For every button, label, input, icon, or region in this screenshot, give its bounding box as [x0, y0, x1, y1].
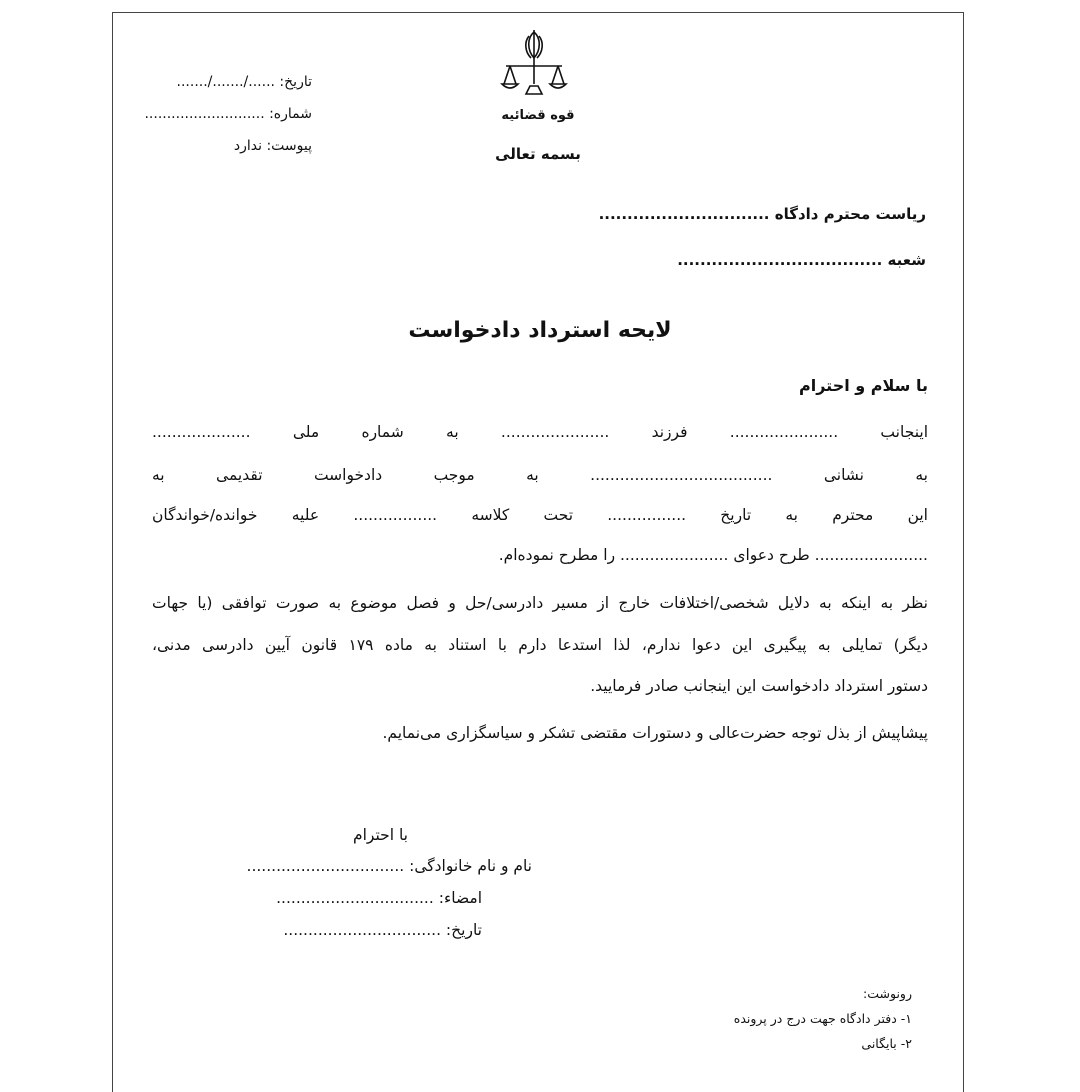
- copies-item-2: ۲- بایگانی: [861, 1036, 912, 1051]
- number-field: شماره: ...........................: [144, 106, 312, 122]
- body-line-4: ....................... طرح دعوای ...................... را مطرح نموده‌ام.: [498, 546, 928, 564]
- body-line-1: اینجانب ...................... فرزند ...................... به شماره ملی ....................: [152, 423, 928, 441]
- body-paragraph-2: پیشاپیش از بذل توجه حضرت‌عالی و دستورات مقتضی تشکر و سیاسگزاری می‌نمایم.: [382, 724, 928, 742]
- document-title: لایحه استرداد دادخواست: [408, 318, 672, 343]
- branch-addressee: شعبه ....................................: [677, 251, 926, 269]
- date-field: تاریخ: ....../......./.......: [176, 74, 312, 90]
- body-line-2: به نشانی ..................................... به موجب دادخواست تقدیمی به: [152, 466, 928, 484]
- copies-item-1: ۱- دفتر دادگاه جهت درج در پرونده: [733, 1011, 912, 1026]
- invocation-text: بسمه تعالی: [495, 145, 581, 163]
- emblem-caption: قوه قضائیه: [501, 108, 575, 123]
- body-paragraph-1-line-2: دیگر) تمایلی به پیگیری این دعوا ندارم، لذا استدعا دارم با استناد به ماده ۱۷۹ قانون آیین دادرسی مدنی،: [152, 636, 928, 654]
- body-line-3: این محترم به تاریخ ................ تحت کلاسه ................. علیه خوانده/خواندگان: [152, 506, 928, 524]
- body-paragraph-1-line-1: نظر به اینکه به دلایل شخصی/اختلافات خارج از مسیر دادرسی/حل و فصل موضوع به صورت توافقی (یا جهات: [152, 594, 928, 612]
- greeting: با سلام و احترام: [799, 376, 928, 395]
- closing-text: با احترام: [353, 826, 408, 844]
- name-field: نام و نام خانوادگی: ................................: [246, 857, 532, 875]
- body-paragraph-1-line-3: دستور استرداد دادخواست این اینجانب صادر فرمایید.: [590, 677, 928, 695]
- court-addressee: ریاست محترم دادگاه ..............................: [598, 205, 926, 223]
- copies-heading: رونوشت:: [863, 986, 912, 1001]
- signature-field: امضاء: ................................: [276, 889, 482, 907]
- judiciary-emblem-icon: [496, 28, 572, 104]
- attachment-field: پیوست: ندارد: [233, 138, 312, 154]
- signature-date-field: تاریخ: ................................: [283, 921, 482, 939]
